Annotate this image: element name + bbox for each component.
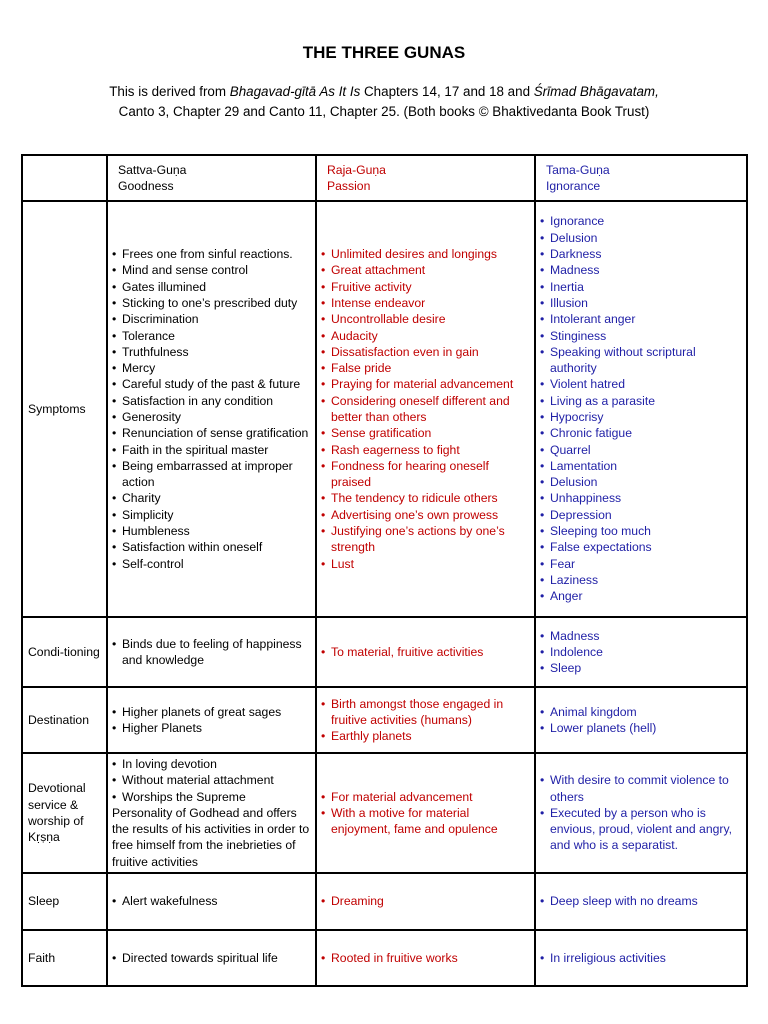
list-item: • Illusion <box>540 295 742 311</box>
list-item: • Inertia <box>540 279 742 295</box>
bullet-list <box>112 636 311 669</box>
bullet-list <box>112 246 311 572</box>
list-item: • With a motive for material enjoyment, fame and opulence <box>321 805 530 838</box>
cell-tama <box>535 201 747 617</box>
bullet-list <box>540 772 742 853</box>
cell-raja <box>316 753 535 873</box>
cell-raja <box>316 930 535 986</box>
intro-book-title-2: Śrīmad Bhāgavatam, <box>533 84 659 99</box>
list-item: • Uncontrollable desire <box>321 311 530 327</box>
bullet-list <box>321 644 530 660</box>
worship-continuation-text: Personality of Godhead and offers the results of his activities in order to free himself from the inebrieties of fruitive activities <box>112 805 310 869</box>
list-item: • Sense gratification <box>321 425 530 441</box>
list-item: • Executed by a person who is envious, proud, violent and angry, and who is a separatist. <box>540 805 742 854</box>
list-item: • In irreligious activities <box>540 950 742 966</box>
list-item: • Self-control <box>112 556 311 572</box>
row-label: Sleep <box>22 873 107 930</box>
list-item: • Earthly planets <box>321 728 530 744</box>
list-item: • False pride <box>321 360 530 376</box>
gunas-table <box>21 154 748 987</box>
intro-part-3: Canto 3, Chapter 29 and Canto 11, Chapter 25. (Both books © Bhaktivedanta Book Trust) <box>118 104 650 119</box>
page-title: THE THREE GUNAS <box>302 43 466 62</box>
cell-sattva <box>107 617 316 687</box>
list-item: • Fear <box>540 556 742 572</box>
list-item: • To material, fruitive activities <box>321 644 530 660</box>
list-item: • Dreaming <box>321 893 530 909</box>
list-item: • Living as a parasite <box>540 393 742 409</box>
list-item: • Gates illumined <box>112 279 311 295</box>
row-label: Faith <box>22 930 107 986</box>
row-label: Condi-tioning <box>22 617 107 687</box>
list-item: • Simplicity <box>112 507 311 523</box>
bullet-list <box>540 950 742 966</box>
bullet-list <box>540 628 742 677</box>
list-item: • Quarrel <box>540 442 742 458</box>
list-item: • Considering oneself different and better than others <box>321 393 530 426</box>
list-item: • Intolerant anger <box>540 311 742 327</box>
row-label: Devotional service & worship of Kṛṣṇa <box>22 753 107 873</box>
cell-sattva <box>107 201 316 617</box>
cell-sattva <box>107 687 316 753</box>
cell-raja <box>316 873 535 930</box>
list-item: • Justifying one’s actions by one’s strength <box>321 523 530 556</box>
list-item: • Anger <box>540 588 742 604</box>
list-item: • Without material attachment <box>112 772 311 788</box>
header-sattva <box>107 155 316 201</box>
header-sattva-sub: Goodness <box>118 179 174 193</box>
list-item: • Mercy <box>112 360 311 376</box>
header-raja <box>316 155 535 201</box>
bullet-list <box>112 756 311 805</box>
bullet-list <box>321 696 530 745</box>
list-item: • The tendency to ridicule others <box>321 490 530 506</box>
bullet-list <box>540 213 742 604</box>
list-item: • Fondness for hearing oneself praised <box>321 458 530 491</box>
list-item: • Tolerance <box>112 328 311 344</box>
list-item: • Satisfaction within oneself <box>112 539 311 555</box>
table-row <box>22 617 747 687</box>
cell-sattva <box>107 930 316 986</box>
list-item: • Discrimination <box>112 311 311 327</box>
intro-part-1: This is derived from <box>109 84 230 99</box>
list-item: • Intense endeavor <box>321 295 530 311</box>
list-item: • Worships the Supreme <box>112 789 311 805</box>
list-item: • Frees one from sinful reactions. <box>112 246 311 262</box>
list-item: • Ignorance <box>540 213 742 229</box>
intro-text <box>40 82 728 122</box>
list-item: • Truthfulness <box>112 344 311 360</box>
cell-tama <box>535 873 747 930</box>
table-row <box>22 753 747 873</box>
list-item: • Being embarrassed at improper action <box>112 458 311 491</box>
table-row <box>22 873 747 930</box>
list-item: • Stinginess <box>540 328 742 344</box>
list-item: • Binds due to feeling of happiness and knowledge <box>112 636 311 669</box>
list-item: • Praying for material advancement <box>321 376 530 392</box>
list-item: • Lower planets (hell) <box>540 720 742 736</box>
header-tama-sub: Ignorance <box>546 179 601 193</box>
header-raja-name: Raja-Guṇa <box>327 162 386 177</box>
list-item: • Delusion <box>540 474 742 490</box>
list-item: • Sleep <box>540 660 742 676</box>
list-item: • Darkness <box>540 246 742 262</box>
list-item: • In loving devotion <box>112 756 311 772</box>
header-raja-sub: Passion <box>327 179 371 193</box>
list-item: • Rash eagerness to fight <box>321 442 530 458</box>
list-item: • Unlimited desires and longings <box>321 246 530 262</box>
header-tama <box>535 155 747 201</box>
list-item: • Fruitive activity <box>321 279 530 295</box>
list-item: • Great attachment <box>321 262 530 278</box>
cell-raja <box>316 201 535 617</box>
list-item: • Sticking to one’s prescribed duty <box>112 295 311 311</box>
list-item: • Higher planets of great sages <box>112 704 311 720</box>
table-row <box>22 930 747 986</box>
list-item: • False expectations <box>540 539 742 555</box>
header-row <box>22 155 747 201</box>
list-item: • Animal kingdom <box>540 704 742 720</box>
cell-sattva <box>107 753 316 873</box>
bullet-list <box>321 893 530 909</box>
list-item: • Generosity <box>112 409 311 425</box>
list-item: • Audacity <box>321 328 530 344</box>
bullet-list <box>321 246 530 572</box>
list-item: • Renunciation of sense gratification <box>112 425 311 441</box>
list-item: • Chronic fatigue <box>540 425 742 441</box>
intro-book-title-1: Bhagavad-gītā As It Is <box>229 84 361 99</box>
list-item: • Alert wakefulness <box>112 893 311 909</box>
list-item: • Charity <box>112 490 311 506</box>
list-item: • Lust <box>321 556 530 572</box>
list-item: • Laziness <box>540 572 742 588</box>
list-item: • Careful study of the past & future <box>112 376 311 392</box>
list-item: • Dissatisfaction even in gain <box>321 344 530 360</box>
list-item: • Humbleness <box>112 523 311 539</box>
header-tama-name: Tama-Guṇa <box>546 162 610 177</box>
list-item: • For material advancement <box>321 789 530 805</box>
cell-tama <box>535 930 747 986</box>
list-item: • Lamentation <box>540 458 742 474</box>
list-item: • Mind and sense control <box>112 262 311 278</box>
list-item: • Delusion <box>540 230 742 246</box>
list-item: • Sleeping too much <box>540 523 742 539</box>
bullet-list <box>540 893 742 909</box>
list-item: • Madness <box>540 628 742 644</box>
cell-raja <box>316 687 535 753</box>
list-item: • Higher Planets <box>112 720 311 736</box>
cell-tama <box>535 687 747 753</box>
bullet-list <box>321 950 530 966</box>
list-item: • Madness <box>540 262 742 278</box>
list-item: • Hypocrisy <box>540 409 742 425</box>
bullet-list <box>321 789 530 838</box>
list-item: • Violent hatred <box>540 376 742 392</box>
cell-tama <box>535 617 747 687</box>
list-item: • Faith in the spiritual master <box>112 442 311 458</box>
header-corner-cell <box>22 155 107 201</box>
list-item: • Rooted in fruitive works <box>321 950 530 966</box>
list-item: • Birth amongst those engaged in fruitive activities (humans) <box>321 696 530 729</box>
list-item: • Unhappiness <box>540 490 742 506</box>
list-item: • Advertising one’s own prowess <box>321 507 530 523</box>
list-item: • Speaking without scriptural authority <box>540 344 742 377</box>
bullet-list <box>540 704 742 737</box>
intro-part-2: Chapters 14, 17 and 18 and <box>360 84 534 99</box>
list-item: • Depression <box>540 507 742 523</box>
cell-tama <box>535 753 747 873</box>
bullet-list <box>112 893 311 909</box>
list-item: • Directed towards spiritual life <box>112 950 311 966</box>
bullet-list <box>112 704 311 737</box>
table-row <box>22 201 747 617</box>
bullet-list <box>112 950 311 966</box>
list-item: • Deep sleep with no dreams <box>540 893 742 909</box>
row-label: Symptoms <box>22 201 107 617</box>
cell-sattva <box>107 873 316 930</box>
header-sattva-name: Sattva-Guṇa <box>118 162 187 177</box>
list-item: • With desire to commit violence to others <box>540 772 742 805</box>
list-item: • Indolence <box>540 644 742 660</box>
table-row <box>22 687 747 753</box>
cell-raja <box>316 617 535 687</box>
list-item: • Satisfaction in any condition <box>112 393 311 409</box>
row-label: Destination <box>22 687 107 753</box>
